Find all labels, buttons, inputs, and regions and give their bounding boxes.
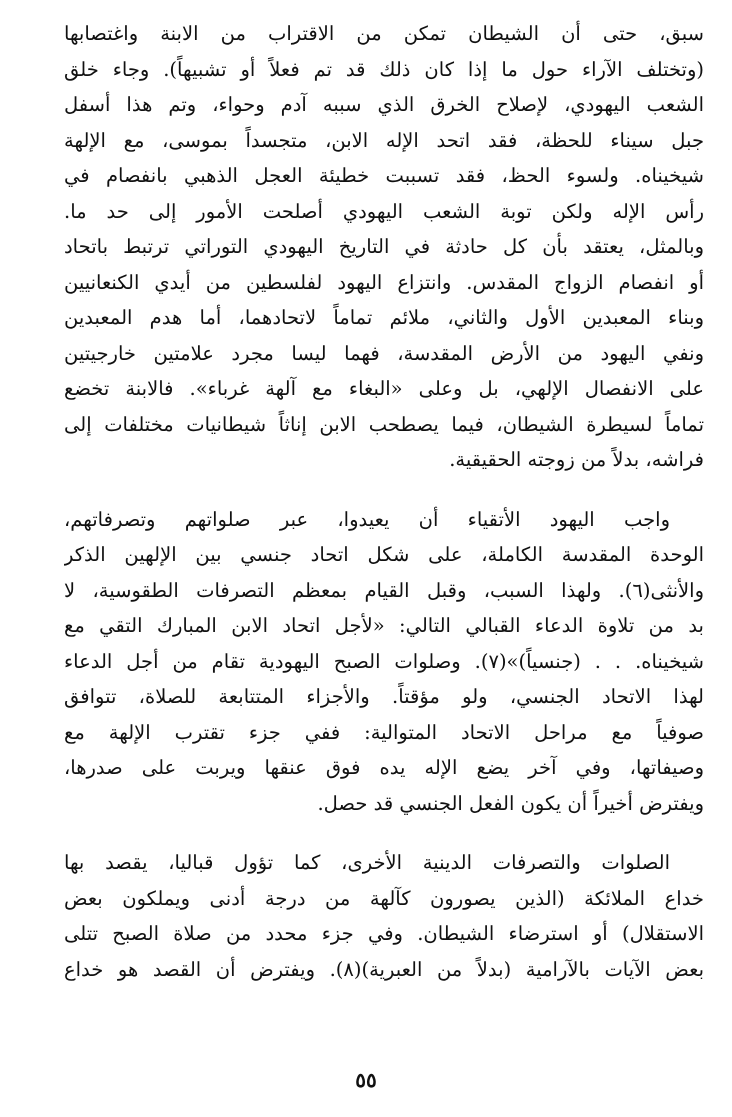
text-line: (وتختلف الآراء حول ما إذا كان ذلك قد تم فعلاً أو تشبيهاً). وجاء خلق	[64, 57, 704, 81]
text-line: شيخيناه. . . (جنسياً)»(٧). وصلوات الصبح اليهودية تقام من أجل الدعاء	[64, 649, 704, 673]
text-line: بد من تلاوة الدعاء القبالي التالي: «لأجل اتحاد الابن المبارك التقي مع	[64, 614, 704, 637]
paragraph-1	[64, 16, 704, 478]
text-line: صوفياً مع مراحل الاتحاد المتوالية: ففي جزء تقترب الإلهة مع	[64, 720, 704, 744]
text-line: لهذا الاتحاد الجنسي، ولو مؤقتاً. والأجزاء المتتابعة للصلاة، تتوافق	[64, 685, 704, 708]
paragraph-gap	[64, 478, 704, 502]
paragraph-2	[64, 502, 704, 822]
text-line: الوحدة المقدسة الكاملة، على شكل اتحاد جنسي بين الإلهين الذكر	[64, 543, 704, 566]
text-line: على الانفصال الإلهي، بل وعلى «البغاء مع آلهة غرباء». فالابنة تخضع	[64, 377, 704, 400]
page-body	[64, 16, 704, 1117]
page-number: ٥٥	[355, 1068, 377, 1092]
text-line: أو انفصام الزواج المقدس. وانتزاع اليهود لفلسطين من أيدي الكنعانيين	[64, 270, 704, 294]
text-line: الاستقلال) أو استرضاء الشيطان. وفي جزء محدد من صلاة الصبح تتلى	[64, 922, 704, 945]
text-line: شيخيناه. ولسوء الحظ، فقد تسببت خطيئة العجل الذهبي بانفصام في	[64, 164, 704, 187]
text-line: فراشه، بدلاً من زوجته الحقيقية.	[449, 448, 704, 471]
text-line: الصلوات والتصرفات الدينية الأخرى، كما تؤول قباليا، يقصد بها	[64, 851, 670, 874]
text-line: وبناء المعبدين الأول والثاني، ملائم تماماً لاتحادهما، أما هدم المعبدين	[64, 306, 704, 329]
text-line: تماماً لسيطرة الشيطان، فيما يصطحب الابن إناثاً شيطانيات مختلفات إلى	[64, 412, 704, 436]
text-line: ويفترض أخيراً أن يكون الفعل الجنسي قد حصل.	[317, 791, 704, 815]
text-line: رأس الإله ولكن توبة الشعب اليهودي أصلحت الأمور إلى حد ما.	[64, 199, 704, 223]
text-line: واجب اليهود الأتقياء أن يعيدوا، عبر صلواتهم وتصرفاتهم،	[64, 507, 670, 531]
paragraph-gap	[64, 821, 704, 845]
text-line: سبق، حتى أن الشيطان تمكن من الاقتراب من الابنة واغتصابها	[64, 22, 704, 45]
text-line: وبالمثل، يعتقد بأن كل حادثة في التاريخ اليهودي التوراتي ترتبط باتحاد	[64, 235, 704, 258]
text-line: وصيفاتها، وفي آخر يضع الإله يده فوق عنقها ويربت على صدرها،	[64, 756, 704, 779]
text-line: خداع الملائكة (الذين يصورون كآلهة من درجة أدنى ويملكون بعض	[64, 886, 704, 910]
text-line: ونفي اليهود من الأرض المقدسة، فهما ليسا مجرد علامتين خارجيتين	[64, 341, 704, 365]
text-line: والأنثى(٦). ولهذا السبب، وقبل القيام بمعظم التصرفات الطقوسية، لا	[64, 578, 704, 602]
text-line: الشعب اليهودي، لإصلاح الخرق الذي سببه آدم وحواء، وتم هذا أسفل	[64, 93, 704, 116]
text-line: بعض الآيات بالآرامية (بدلاً من العبرية)(٨). ويفترض أن القصد هو خداع	[64, 957, 704, 981]
paragraph-3	[64, 845, 704, 987]
text-line: جبل سيناء للحظة، فقد اتحد الإله الابن، متجسداً بموسى، مع الإلهة	[64, 128, 704, 152]
